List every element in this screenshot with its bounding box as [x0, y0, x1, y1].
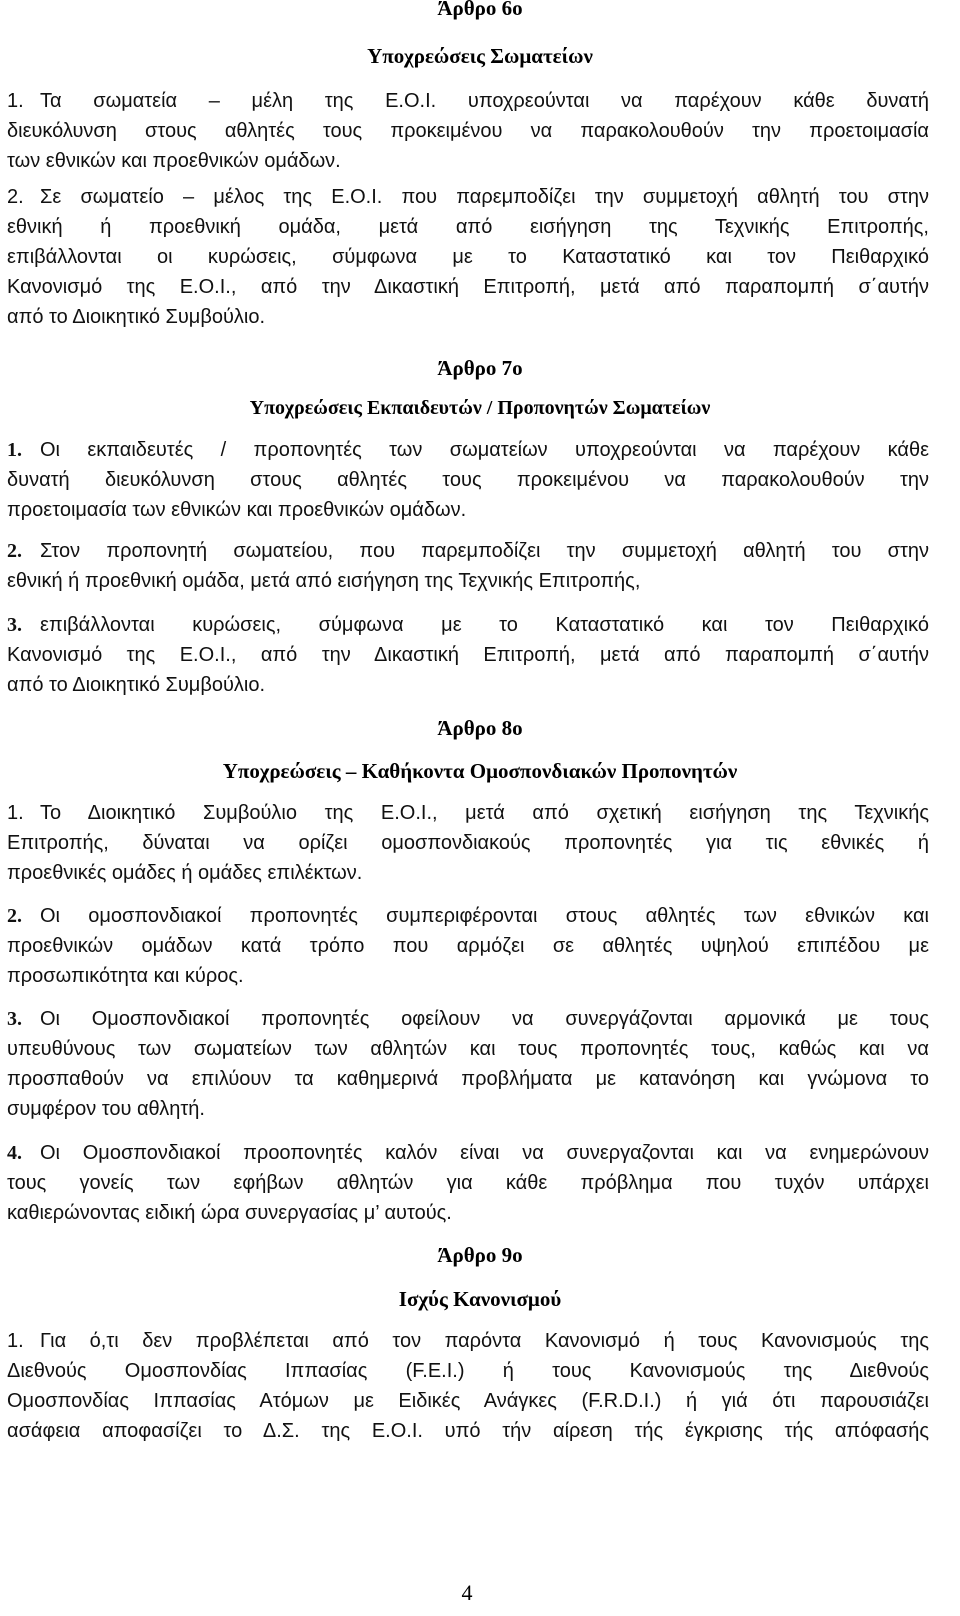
article-6-item-2: 2. Σε σωματείο – μέλος της Ε.Ο.Ι. που παρεμποδίζει την συμμετοχή αθλητή του στην εθνική ή προεθνική ομάδα, μετά από εισήγηση της Τεχνικής Επιτροπής, επιβάλλονται οι κυρώσεις, σύμφωνα με το Καταστατικό και τον Πειθαρχικό Κανονισμό της Ε.Ο.Ι., από την Δικαστική Επιτροπή, μετά από παραπομπή σ΄αυτήν από το Διοικητικό Συμβούλιο. — [7, 186, 929, 328]
article-8-item-2: 2. Οι ομοσπονδιακοί προπονητές συμπεριφέρονται στους αθλητές των εθνικών και προεθνικών ομάδων κατά τρόπο που αρμόζει σε αθλητές υψηλού επιπέδου με προσωπικότητα και κύρος. — [7, 905, 929, 987]
article-7-item-2: 2. Στον προπονητή σωματείου, που παρεμποδίζει την συμμετοχή αθλητή του στην εθνική ή προεθνική ομάδα, μετά από εισήγηση της Τεχνικής Επιτροπής, — [7, 540, 929, 592]
article-8-subtitle: Υποχρεώσεις – Καθήκοντα Ομοσπονδιακών Προπονητών — [222, 759, 738, 783]
article-8-item-3: 3. Οι Ομοσπονδιακοί προπονητές οφείλουν να συνεργάζονται αρμονικά με τους υπευθύνους των σωματείων των αθλητών και τους προπονητές τους, καθώς και να προσπαθούν να επιλύουν τα καθημερινά προβλήματα με κατανόηση και γνώμονα το συμφέρον του αθλητή. — [7, 1008, 929, 1120]
article-8-item-1: 1. Το Διοικητικό Συμβούλιο της Ε.Ο.Ι., μετά από σχετική εισήγηση της Τεχνικής Επιτροπής, δύναται να ορίζει ομοσπονδιακούς προπονητές για τις εθνικές ή προεθνικές ομάδες ή ομάδες επιλέκτων. — [7, 802, 929, 884]
article-9-title: Άρθρο 9ο — [437, 1243, 523, 1267]
article-7-item-3: 3. επιβάλλονται κυρώσεις, σύμφωνα με το Καταστατικό και τον Πειθαρχικό Κανονισμό της Ε.Ο.Ι., από την Δικαστική Επιτροπή, μετά από παραπομπή σ΄αυτήν από το Διοικητικό Συμβούλιο. — [7, 614, 929, 696]
article-6-item-1: 1. Τα σωματεία – μέλη της Ε.Ο.Ι. υποχρεούνται να παρέχουν κάθε δυνατή διευκόλυνση στους αθλητές τους προκειμένου να παρακολουθούν την προετοιμασία των εθνικών και προεθνικών ομάδων. — [7, 90, 929, 172]
article-7-subtitle: Υποχρεώσεις Εκπαιδευτών / Προπονητών Σωματείων — [249, 397, 711, 419]
page-number: 4 — [461, 1580, 473, 1605]
article-7-item-1: 1. Οι εκπαιδευτές / προπονητές των σωματείων υποχρεούνται να παρέχουν κάθε δυνατή διευκόλυνση στους αθλητές τους προκειμένου να παρακολουθούν την προετοιμασία των εθνικών και προεθνικών ομάδων. — [7, 439, 929, 521]
article-7-title: Άρθρο 7ο — [437, 356, 523, 380]
article-8-title: Άρθρο 8ο — [437, 716, 523, 740]
article-6-subtitle: Υποχρεώσεις Σωματείων — [367, 44, 593, 68]
article-8-item-4: 4. Οι Ομοσπονδιακοί προοπονητές καλόν είναι να συνεργαζονται και να ενημερώνουν τους γονείς των εφήβων αθλητών για κάθε πρόβλημα που τυχόν υπάρχει καθιερώνοντας ειδική ώρα συνεργασίας μ’ αυτούς. — [7, 1142, 929, 1224]
article-6-title: Άρθρο 6ο — [437, 0, 523, 20]
article-9-subtitle: Ισχύς Κανονισμού — [398, 1287, 562, 1311]
article-9-item-1: 1. Για ό,τι δεν προβλέπεται από τον παρόντα Κανονισμό ή τους Κανονισμούς της Διεθνούς Ομοσπονδίας Ιππασίας (F.E.I.) ή τους Κανονισμούς της Διεθνούς Ομοσπονδίας Ιππασίας Ατόμων με Ειδικές Ανάγκες (F.R.D.I.) ή γιά ότι παρουσιάζει ασάφεια αποφασίζει το Δ.Σ. της Ε.Ο.Ι. υπό τήν αίρεση τής έγκρισης τής απόφασής — [7, 1330, 929, 1442]
